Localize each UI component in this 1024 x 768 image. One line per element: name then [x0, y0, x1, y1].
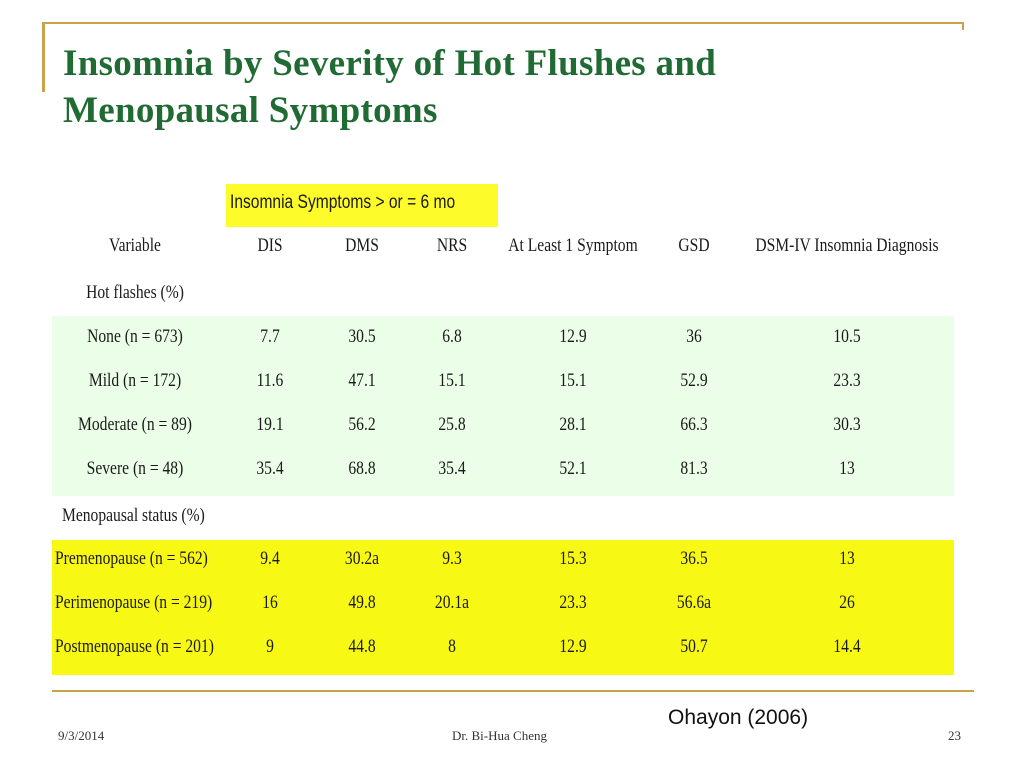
table-cell: 49.8 — [348, 592, 376, 613]
table-cell: 14.4 — [833, 636, 861, 657]
row-label: Postmenopause (n = 201) — [55, 636, 214, 657]
table-cell: 56.2 — [348, 414, 376, 435]
table-cell: 25.8 — [438, 414, 466, 435]
row-label: Severe (n = 48) — [86, 458, 184, 479]
table-cell: 30.2a — [344, 548, 380, 569]
frame-left-rule — [42, 22, 45, 92]
table-cell: 35.4 — [256, 458, 284, 479]
table-cell: 11.6 — [256, 370, 284, 391]
row-label: None (n = 673) — [87, 326, 183, 347]
row-label: Moderate (n = 89) — [78, 414, 192, 435]
table-cell: 30.3 — [833, 414, 861, 435]
table-cell: 28.1 — [559, 414, 587, 435]
column-header-1: DIS — [257, 235, 283, 256]
table-cell: 20.1a — [434, 592, 470, 613]
title-line-1: Insomnia by Severity of Hot Flushes and — [63, 43, 717, 84]
table-cell: 35.4 — [438, 458, 466, 479]
row-label: Perimenopause (n = 219) — [55, 592, 213, 613]
table-cell: 10.5 — [833, 326, 861, 347]
table-cell: 9.3 — [442, 548, 462, 569]
table-cell: 81.3 — [680, 458, 708, 479]
table-cell: 52.1 — [559, 458, 587, 479]
table-cell: 9.4 — [260, 548, 280, 569]
table-cell: 6.8 — [442, 326, 462, 347]
table-cell: 26 — [839, 592, 855, 613]
footer-author: Dr. Bi-Hua Cheng — [452, 728, 547, 743]
frame-right-tick — [962, 22, 964, 30]
column-header-3: NRS — [436, 235, 468, 256]
column-header-2: DMS — [345, 235, 379, 256]
table-cell: 50.7 — [680, 636, 708, 657]
section-label-menopausal-status: Menopausal status (%) — [62, 505, 205, 526]
table-cell: 16 — [262, 592, 278, 613]
table-cell: 23.3 — [559, 592, 587, 613]
row-label: Premenopause (n = 562) — [55, 548, 208, 569]
table-cell: 19.1 — [256, 414, 284, 435]
table-cell: 68.8 — [348, 458, 376, 479]
title-line-2: Menopausal Symptoms — [63, 90, 438, 131]
column-header-4: At Least 1 Symptom — [508, 235, 638, 256]
footer-rule — [52, 690, 974, 692]
table-cell: 12.9 — [559, 636, 587, 657]
footer-page-number: 23 — [948, 728, 961, 743]
table-cell: 13 — [839, 458, 855, 479]
section-label-hot-flashes: Hot flashes (%) — [86, 282, 184, 303]
row-label: Mild (n = 172) — [88, 370, 182, 391]
table-cell: 15.1 — [559, 370, 587, 391]
table-cell: 52.9 — [680, 370, 708, 391]
table-cell: 15.3 — [559, 548, 587, 569]
column-header-5: GSD — [678, 235, 710, 256]
column-header-6: DSM-IV Insomnia Diagnosis — [755, 235, 939, 256]
table-cell: 66.3 — [680, 414, 708, 435]
table-cell: 30.5 — [348, 326, 376, 347]
citation: Ohayon (2006) — [668, 706, 809, 729]
span-header: Insomnia Symptoms > or = 6 mo — [230, 192, 456, 213]
column-header-0: Variable — [109, 235, 161, 256]
table-cell: 9 — [266, 636, 274, 657]
table-cell: 36 — [686, 326, 702, 347]
table-cell: 12.9 — [559, 326, 587, 347]
table-cell: 8 — [448, 636, 456, 657]
frame-top-rule — [42, 22, 964, 24]
footer-date: 9/3/2014 — [58, 728, 105, 743]
table-cell: 15.1 — [438, 370, 466, 391]
table-cell: 7.7 — [260, 326, 280, 347]
table-cell: 47.1 — [348, 370, 376, 391]
table-cell: 36.5 — [680, 548, 708, 569]
slide-title — [63, 40, 943, 134]
table-cell: 44.8 — [348, 636, 376, 657]
table-cell: 13 — [839, 548, 855, 569]
table-cell: 23.3 — [833, 370, 861, 391]
table-cell: 56.6a — [676, 592, 712, 613]
